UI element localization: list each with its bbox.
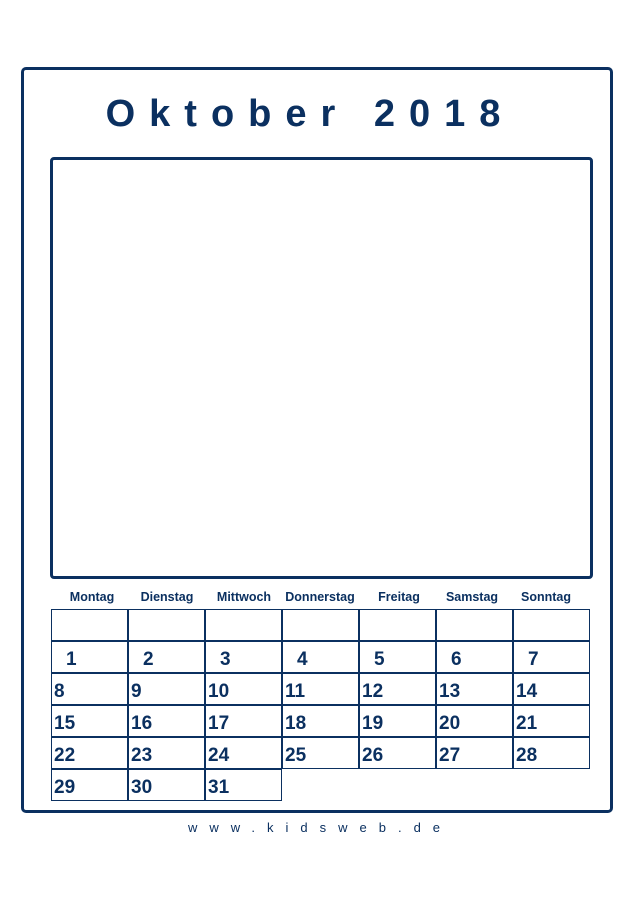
day-number: 23 — [131, 745, 153, 766]
day-number: 20 — [439, 713, 461, 734]
calendar-day-cell — [513, 641, 590, 673]
day-number: 15 — [54, 713, 76, 734]
calendar-day-cell — [128, 705, 205, 737]
calendar-day-cell — [359, 673, 436, 705]
calendar-day-cell — [51, 609, 128, 641]
day-number: 5 — [374, 649, 385, 670]
day-number: 7 — [528, 649, 539, 670]
calendar-day-cell — [128, 673, 205, 705]
calendar-day-cell — [513, 705, 590, 737]
day-number: 29 — [54, 777, 76, 798]
calendar-day-cell — [51, 705, 128, 737]
calendar-day-cell — [359, 641, 436, 673]
day-number: 11 — [285, 681, 306, 702]
calendar-day-cell — [205, 673, 282, 705]
calendar-title: Oktober 2018 — [105, 93, 515, 135]
weekday-label: Freitag — [378, 590, 420, 604]
calendar-day-cell — [436, 737, 513, 769]
day-number: 16 — [131, 713, 153, 734]
calendar-day-cell — [436, 705, 513, 737]
calendar-day-cell — [282, 737, 359, 769]
day-number: 18 — [285, 713, 307, 734]
calendar-day-cell — [513, 609, 590, 641]
day-number: 4 — [297, 649, 308, 670]
day-number: 2 — [143, 649, 154, 670]
day-number: 24 — [208, 745, 230, 766]
calendar-day-cell — [51, 769, 128, 801]
day-number: 8 — [54, 681, 65, 702]
day-number: 31 — [208, 777, 230, 798]
calendar-day-cell — [359, 705, 436, 737]
day-number: 17 — [208, 713, 230, 734]
day-number: 30 — [131, 777, 153, 798]
calendar-day-cell — [128, 609, 205, 641]
weekday-label: Dienstag — [140, 590, 194, 604]
calendar-day-cell — [282, 705, 359, 737]
calendar-day-cell — [282, 673, 359, 705]
day-number: 25 — [285, 745, 307, 766]
calendar-day-cell — [359, 737, 436, 769]
day-number: 28 — [516, 745, 538, 766]
weekday-label: Montag — [69, 590, 115, 604]
day-number: 6 — [451, 649, 462, 670]
calendar-day-cell — [282, 609, 359, 641]
calendar-day-cell — [436, 609, 513, 641]
weekday-label: Mittwoch — [216, 590, 272, 604]
calendar-day-cell — [436, 641, 513, 673]
calendar-day-cell — [436, 673, 513, 705]
weekday-label: Donnerstag — [285, 590, 355, 604]
weekday-label: Samstag — [445, 590, 499, 604]
calendar-day-cell — [128, 769, 205, 801]
calendar-day-cell — [51, 641, 128, 673]
footer-url: www.kidsweb.de — [187, 820, 453, 835]
calendar-day-cell — [205, 769, 282, 801]
calendar-day-cell — [51, 673, 128, 705]
day-number: 19 — [362, 713, 384, 734]
day-number: 21 — [516, 713, 538, 734]
day-number: 12 — [362, 681, 384, 702]
calendar-day-cell — [513, 673, 590, 705]
calendar-day-cell — [282, 641, 359, 673]
calendar-day-cell — [51, 737, 128, 769]
calendar-day-cell — [205, 641, 282, 673]
photo-placeholder — [50, 157, 593, 579]
calendar-day-cell — [205, 705, 282, 737]
calendar-day-cell — [513, 737, 590, 769]
calendar-day-cell — [205, 737, 282, 769]
day-number: 22 — [54, 745, 76, 766]
day-number: 14 — [516, 681, 538, 702]
calendar-day-cell — [205, 609, 282, 641]
day-number: 9 — [131, 681, 142, 702]
day-number: 10 — [208, 681, 230, 702]
day-number: 13 — [439, 681, 461, 702]
day-number: 1 — [66, 649, 77, 670]
weekday-label: Sonntag — [521, 590, 571, 604]
calendar-day-cell — [359, 609, 436, 641]
day-number: 26 — [362, 745, 384, 766]
calendar-day-cell — [128, 737, 205, 769]
calendar-day-cell — [128, 641, 205, 673]
day-number: 3 — [220, 649, 231, 670]
day-number: 27 — [439, 745, 461, 766]
